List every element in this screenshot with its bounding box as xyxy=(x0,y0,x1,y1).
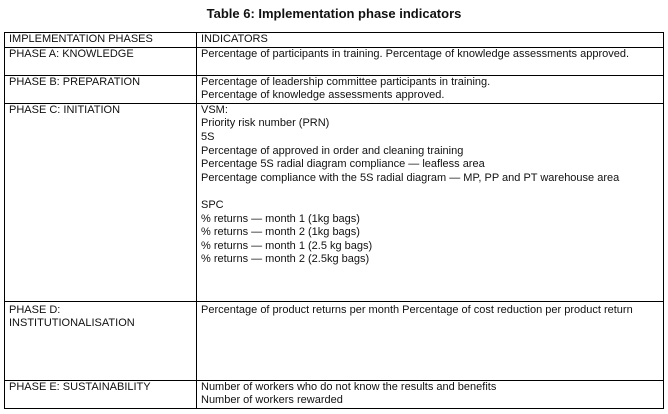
table-row xyxy=(5,47,664,75)
header-indicators: INDICATORS xyxy=(197,33,664,48)
indicators-table xyxy=(4,32,664,409)
table-row xyxy=(5,301,664,380)
indicator-line: % returns — month 1 (2.5 kg bags) xyxy=(201,239,373,252)
table-row xyxy=(5,75,664,103)
phase-label: PHASE B: PREPARATION xyxy=(9,75,141,88)
indicators-cell xyxy=(197,75,664,103)
phase-cell xyxy=(5,47,197,75)
indicator-line: Percentage of approved in order and cleaning training xyxy=(201,144,464,157)
indicator-line: Percentage of knowledge assessments approved. xyxy=(201,89,445,102)
indicator-line: SPC xyxy=(201,198,224,211)
table-row xyxy=(5,380,664,408)
indicator-line: Number of workers who do not know the results and benefits xyxy=(201,380,497,393)
indicator-line: Number of workers rewarded xyxy=(201,394,343,407)
phase-label: INSTITUTIONALISATION xyxy=(9,317,135,330)
indicator-line: % returns — month 2 (2.5kg bags) xyxy=(201,253,370,266)
phase-label: PHASE D: xyxy=(9,303,61,316)
indicator-line: Percentage of participants in training. Percentage of knowledge assessments approved. xyxy=(201,47,630,60)
indicator-line: Percentage 5S radial diagram compliance — leafless area xyxy=(201,158,485,171)
phase-cell xyxy=(5,301,197,380)
indicator-line: Priority risk number (PRN) xyxy=(201,117,330,130)
indicator-line: VSM: xyxy=(201,103,228,116)
indicators-cell xyxy=(197,380,664,408)
indicator-line: Percentage of leadership committee participants in training. xyxy=(201,75,491,88)
indicators-cell xyxy=(197,301,664,380)
phase-cell xyxy=(5,103,197,301)
indicator-line: Percentage of product returns per month Percentage of cost reduction per product return xyxy=(201,303,633,316)
phase-label: PHASE E: SUSTAINABILITY xyxy=(9,380,151,393)
header-phases: IMPLEMENTATION PHASES xyxy=(5,33,197,48)
indicators-cell xyxy=(197,103,664,301)
table-header-row xyxy=(5,33,664,48)
indicator-line xyxy=(201,185,659,199)
table-title: Table 6: Implementation phase indicators xyxy=(206,6,462,21)
phase-label: PHASE A: KNOWLEDGE xyxy=(9,47,134,60)
phase-cell xyxy=(5,75,197,103)
indicator-line: % returns — month 1 (1kg bags) xyxy=(201,212,360,225)
phase-label: PHASE C: INITIATION xyxy=(9,103,121,116)
indicator-line: 5S xyxy=(201,130,215,143)
indicator-line: Percentage compliance with the 5S radial diagram — MP, PP and PT warehouse area xyxy=(201,171,620,184)
phase-cell xyxy=(5,380,197,408)
table-row xyxy=(5,103,664,301)
indicator-line: % returns — month 2 (1kg bags) xyxy=(201,226,360,239)
indicators-cell xyxy=(197,47,664,75)
